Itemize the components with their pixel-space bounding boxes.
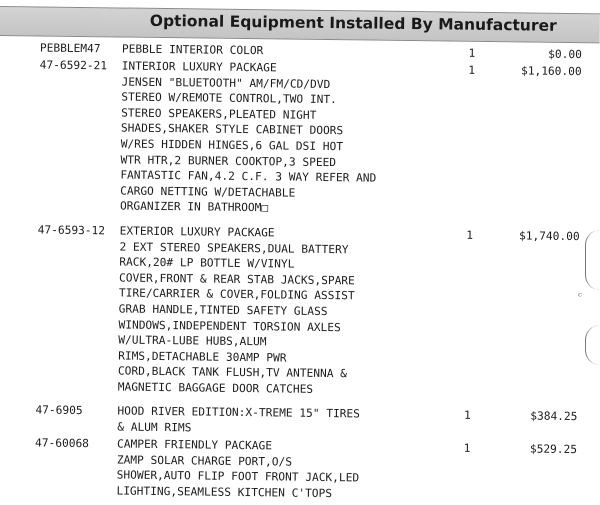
section-title: Optional Equipment Installed By Manufacturer xyxy=(149,11,557,35)
description-line: W/ULTRA-LUBE HUBS,ALUM xyxy=(118,333,267,349)
description-line: HOOD RIVER EDITION:X-TREME 15" TIRES xyxy=(117,404,361,421)
description-line: CARGO NETTING W/DETACHABLE xyxy=(120,184,296,200)
description-line: 2 EXT STEREO SPEAKERS,DUAL BATTERY xyxy=(119,240,349,256)
description-line: MAGNETIC BAGGAGE DOOR CATCHES xyxy=(117,380,314,396)
item-code: 47-6592-21 xyxy=(39,58,108,73)
item-description xyxy=(116,436,417,502)
description-line: CAMPER FRIENDLY PACKAGE xyxy=(116,437,273,453)
item-code: 47-6905 xyxy=(35,403,83,418)
item-price: $1,160.00 xyxy=(520,64,582,79)
description-line: PEBBLE INTERIOR COLOR xyxy=(121,42,264,58)
item-description xyxy=(120,58,422,218)
description-line: W/RES HIDDEN HINGES,6 GAL DSI HOT xyxy=(120,137,344,154)
description-line: CORD,BLACK TANK FLUSH,TV ANTENNA & xyxy=(117,364,348,381)
description-line: STEREO W/REMOTE CONTROL,TWO INT. xyxy=(121,90,337,107)
margin-scribble xyxy=(585,230,600,290)
list-item xyxy=(0,40,600,62)
item-code: 47-6593-12 xyxy=(37,223,106,238)
item-code: PEBBLEM47 xyxy=(39,41,101,56)
description-line: SHADES,SHAKER STYLE CABINET DOORS xyxy=(120,121,344,138)
description-line: ZAMP SOLAR CHARGE PORT,O/S xyxy=(116,453,293,469)
description-line: RIMS,DETACHABLE 30AMP PWR xyxy=(118,349,287,365)
description-line: SHOWER,AUTO FLIP FOOT FRONT JACK,LED xyxy=(116,468,360,485)
item-quantity: 1 xyxy=(463,408,471,422)
description-line: RACK,20# LP BOTTLE W/VINYL xyxy=(119,255,295,271)
description-line: TIRE/CARRIER & COVER,FOLDING ASSIST xyxy=(118,286,355,303)
description-line: COVER,FRONT & REAR STAB JACKS,SPARE xyxy=(119,271,355,288)
description-line: ORGANIZER IN BATHROOM□ xyxy=(119,199,269,215)
description-line: STEREO SPEAKERS,PLEATED NIGHT xyxy=(121,106,317,122)
margin-pen-mark: ᶜ xyxy=(578,290,582,303)
list-item xyxy=(0,402,596,434)
description-line: EXTERIOR LUXURY PACKAGE xyxy=(119,224,275,240)
description-line: JENSEN "BLUETOOTH" AM/FM/CD/DVD xyxy=(121,75,331,91)
item-quantity: 1 xyxy=(468,63,476,77)
item-quantity: 1 xyxy=(466,228,474,242)
item-price: $1,740.00 xyxy=(518,229,580,244)
item-price: $529.25 xyxy=(529,442,578,457)
item-code: 47-60068 xyxy=(35,436,90,451)
description-line: FANTASTIC FAN,4.2 C.F. 3 WAY REFER AND xyxy=(120,168,377,185)
margin-scribble xyxy=(585,325,600,365)
description-line: & ALUM RIMS xyxy=(117,420,192,434)
description-line: WINDOWS,INDEPENDENT TORSION AXLES xyxy=(118,318,341,334)
item-price: $384.25 xyxy=(530,409,578,424)
description-line: LIGHTING,SEAMLESS KITCHEN C'TOPS xyxy=(116,484,333,500)
item-price: $0.00 xyxy=(548,47,582,62)
description-line: GRAB HANDLE,TINTED SAFETY GLASS xyxy=(118,302,328,318)
item-description xyxy=(118,223,420,398)
item-quantity: 1 xyxy=(468,46,476,60)
description-line: INTERIOR LUXURY PACKAGE xyxy=(121,59,277,75)
item-description xyxy=(122,41,422,60)
list-item xyxy=(0,222,598,396)
description-line: WTR HTR,2 BURNER COOKTOP,3 SPEED xyxy=(120,153,337,169)
item-description xyxy=(117,403,417,438)
item-quantity: 1 xyxy=(463,441,471,455)
